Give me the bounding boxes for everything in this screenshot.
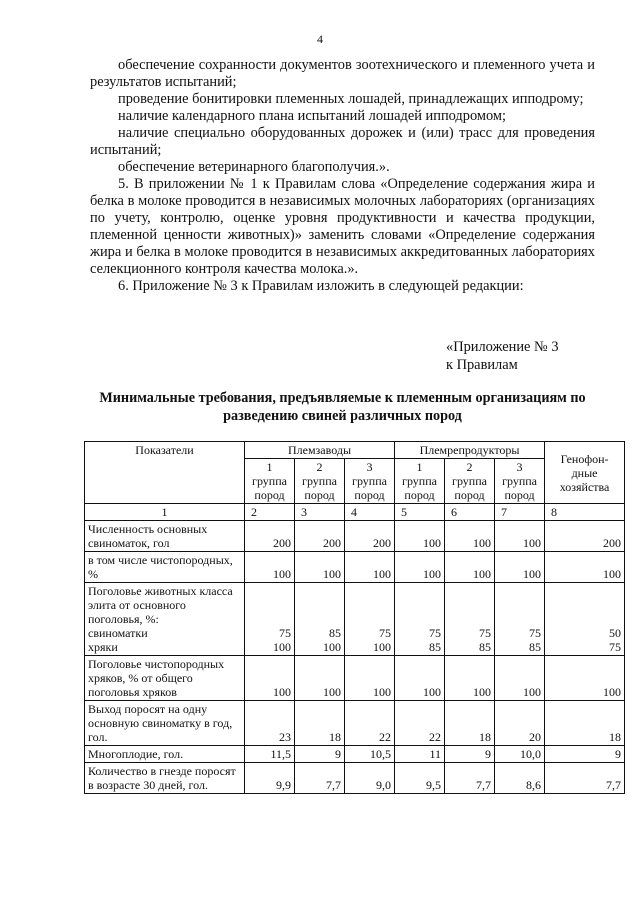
header-indicators: Показатели — [85, 442, 245, 504]
cell-value: 7,7 — [445, 763, 495, 794]
column-number: 7 — [495, 504, 545, 521]
column-number: 5 — [395, 504, 445, 521]
requirements-table — [84, 441, 625, 794]
cell-value: 9,9 — [245, 763, 295, 794]
row-label: Поголовье животных класса элита от основного поголовья, %: свиноматки хряки — [85, 583, 245, 656]
cell-value: 7,7 — [545, 763, 625, 794]
row-label: Выход поросят на одну основную свиноматку в год, гол. — [85, 701, 245, 746]
paragraph: наличие специально оборудованных дорожек и (или) трасс для проведения испытаний; — [90, 125, 595, 158]
cell-value: 18 — [545, 701, 625, 746]
cell-value: 20 — [495, 701, 545, 746]
column-number: 8 — [545, 504, 625, 521]
cell-value: 8,6 — [495, 763, 545, 794]
cell-value: 7,7 — [295, 763, 345, 794]
cell-value: 9 — [545, 746, 625, 763]
cell-value: 100 — [395, 521, 445, 552]
column-number: 4 — [345, 504, 395, 521]
appendix-line: «Приложение № 3 — [446, 339, 559, 355]
column-number-row — [85, 504, 625, 521]
table-row — [85, 521, 625, 552]
table-row — [85, 746, 625, 763]
cell-value: 10,0 — [495, 746, 545, 763]
group-header: 2 группа пород — [295, 459, 345, 504]
group-header: 1 группа пород — [245, 459, 295, 504]
cell-value: 9 — [445, 746, 495, 763]
cell-value: 100 — [395, 656, 445, 701]
cell-value: 100 — [295, 552, 345, 583]
group-header: 2 группа пород — [445, 459, 495, 504]
cell-value: 18 — [445, 701, 495, 746]
appendix-line: к Правилам — [446, 357, 518, 373]
table-row — [85, 701, 625, 746]
row-label: Поголовье чистопородных хряков, % от общего поголовья хряков — [85, 656, 245, 701]
cell-value: 100 — [495, 521, 545, 552]
group-header: 3 группа пород — [345, 459, 395, 504]
cell-value: 9,5 — [395, 763, 445, 794]
row-label: Количество в гнезде поросят в возрасте 30 дней, гол. — [85, 763, 245, 794]
table-row — [85, 583, 625, 656]
cell-value: 23 — [245, 701, 295, 746]
table-title: Минимальные требования, предъявляемые к племенным организациям по разведению свиней различных пород — [99, 390, 586, 424]
column-number: 3 — [295, 504, 345, 521]
cell-value: 75 100 — [345, 583, 395, 656]
cell-value: 85 100 — [295, 583, 345, 656]
paragraph: 6. Приложение № 3 к Правилам изложить в следующей редакции: — [118, 278, 524, 294]
cell-value: 22 — [345, 701, 395, 746]
cell-value: 10,5 — [345, 746, 395, 763]
row-label: в том числе чистопородных, % — [85, 552, 245, 583]
paragraph: обеспечение сохранности документов зоотехнического и племенного учета и результатов испытаний; — [90, 57, 595, 90]
column-number: 1 — [85, 504, 245, 521]
table-row — [85, 656, 625, 701]
cell-value: 100 — [345, 552, 395, 583]
cell-value: 100 — [495, 552, 545, 583]
cell-value: 200 — [245, 521, 295, 552]
row-label: Численность основных свиноматок, гол — [85, 521, 245, 552]
column-number: 6 — [445, 504, 495, 521]
cell-value: 75 85 — [445, 583, 495, 656]
table-row — [85, 552, 625, 583]
header-genofond: Генофон- дные хозяйства — [545, 442, 625, 504]
cell-value: 100 — [345, 656, 395, 701]
cell-value: 9 — [295, 746, 345, 763]
group-header: 1 группа пород — [395, 459, 445, 504]
table-row — [85, 763, 625, 794]
cell-value: 18 — [295, 701, 345, 746]
paragraph: наличие календарного плана испытаний лошадей ипподромом; — [118, 108, 506, 124]
cell-value: 75 100 — [245, 583, 295, 656]
cell-value: 100 — [445, 521, 495, 552]
row-label: Многоплодие, гол. — [85, 746, 245, 763]
cell-value: 50 75 — [545, 583, 625, 656]
group-header: 3 группа пород — [495, 459, 545, 504]
paragraph: обеспечение ветеринарного благополучия.». — [118, 159, 390, 175]
cell-value: 200 — [345, 521, 395, 552]
cell-value: 11 — [395, 746, 445, 763]
column-number: 2 — [245, 504, 295, 521]
cell-value: 100 — [245, 656, 295, 701]
cell-value: 100 — [445, 656, 495, 701]
table-header-row — [85, 442, 625, 459]
cell-value: 100 — [395, 552, 445, 583]
cell-value: 200 — [295, 521, 345, 552]
cell-value: 11,5 — [245, 746, 295, 763]
cell-value: 22 — [395, 701, 445, 746]
body-text — [90, 57, 595, 295]
header-plemreproduktory: Племрепродукторы — [395, 442, 545, 459]
cell-value: 100 — [495, 656, 545, 701]
cell-value: 9,0 — [345, 763, 395, 794]
paragraph: проведение бонитировки племенных лошадей, принадлежащих ипподрому; — [118, 91, 584, 107]
cell-value: 100 — [445, 552, 495, 583]
cell-value: 75 85 — [395, 583, 445, 656]
appendix-reference — [446, 338, 559, 374]
cell-value: 100 — [545, 656, 625, 701]
page-number: 4 — [317, 32, 323, 46]
header-plemzavody: Племзаводы — [245, 442, 395, 459]
cell-value: 100 — [295, 656, 345, 701]
cell-value: 100 — [245, 552, 295, 583]
cell-value: 75 85 — [495, 583, 545, 656]
paragraph: 5. В приложении № 1 к Правилам слова «Определение содержания жира и белка в молоке проводится в независимых молочных лабораториях (организациях по учету, контролю, оценке уровня продуктивности и качества продукции, племенной ценности животных)» заменить словами «Определение содержания жира и белка в молоке проводится в независимых аккредитованных лабораториях селекционного контроля качества молока.». — [90, 176, 595, 277]
cell-value: 200 — [545, 521, 625, 552]
cell-value: 100 — [545, 552, 625, 583]
